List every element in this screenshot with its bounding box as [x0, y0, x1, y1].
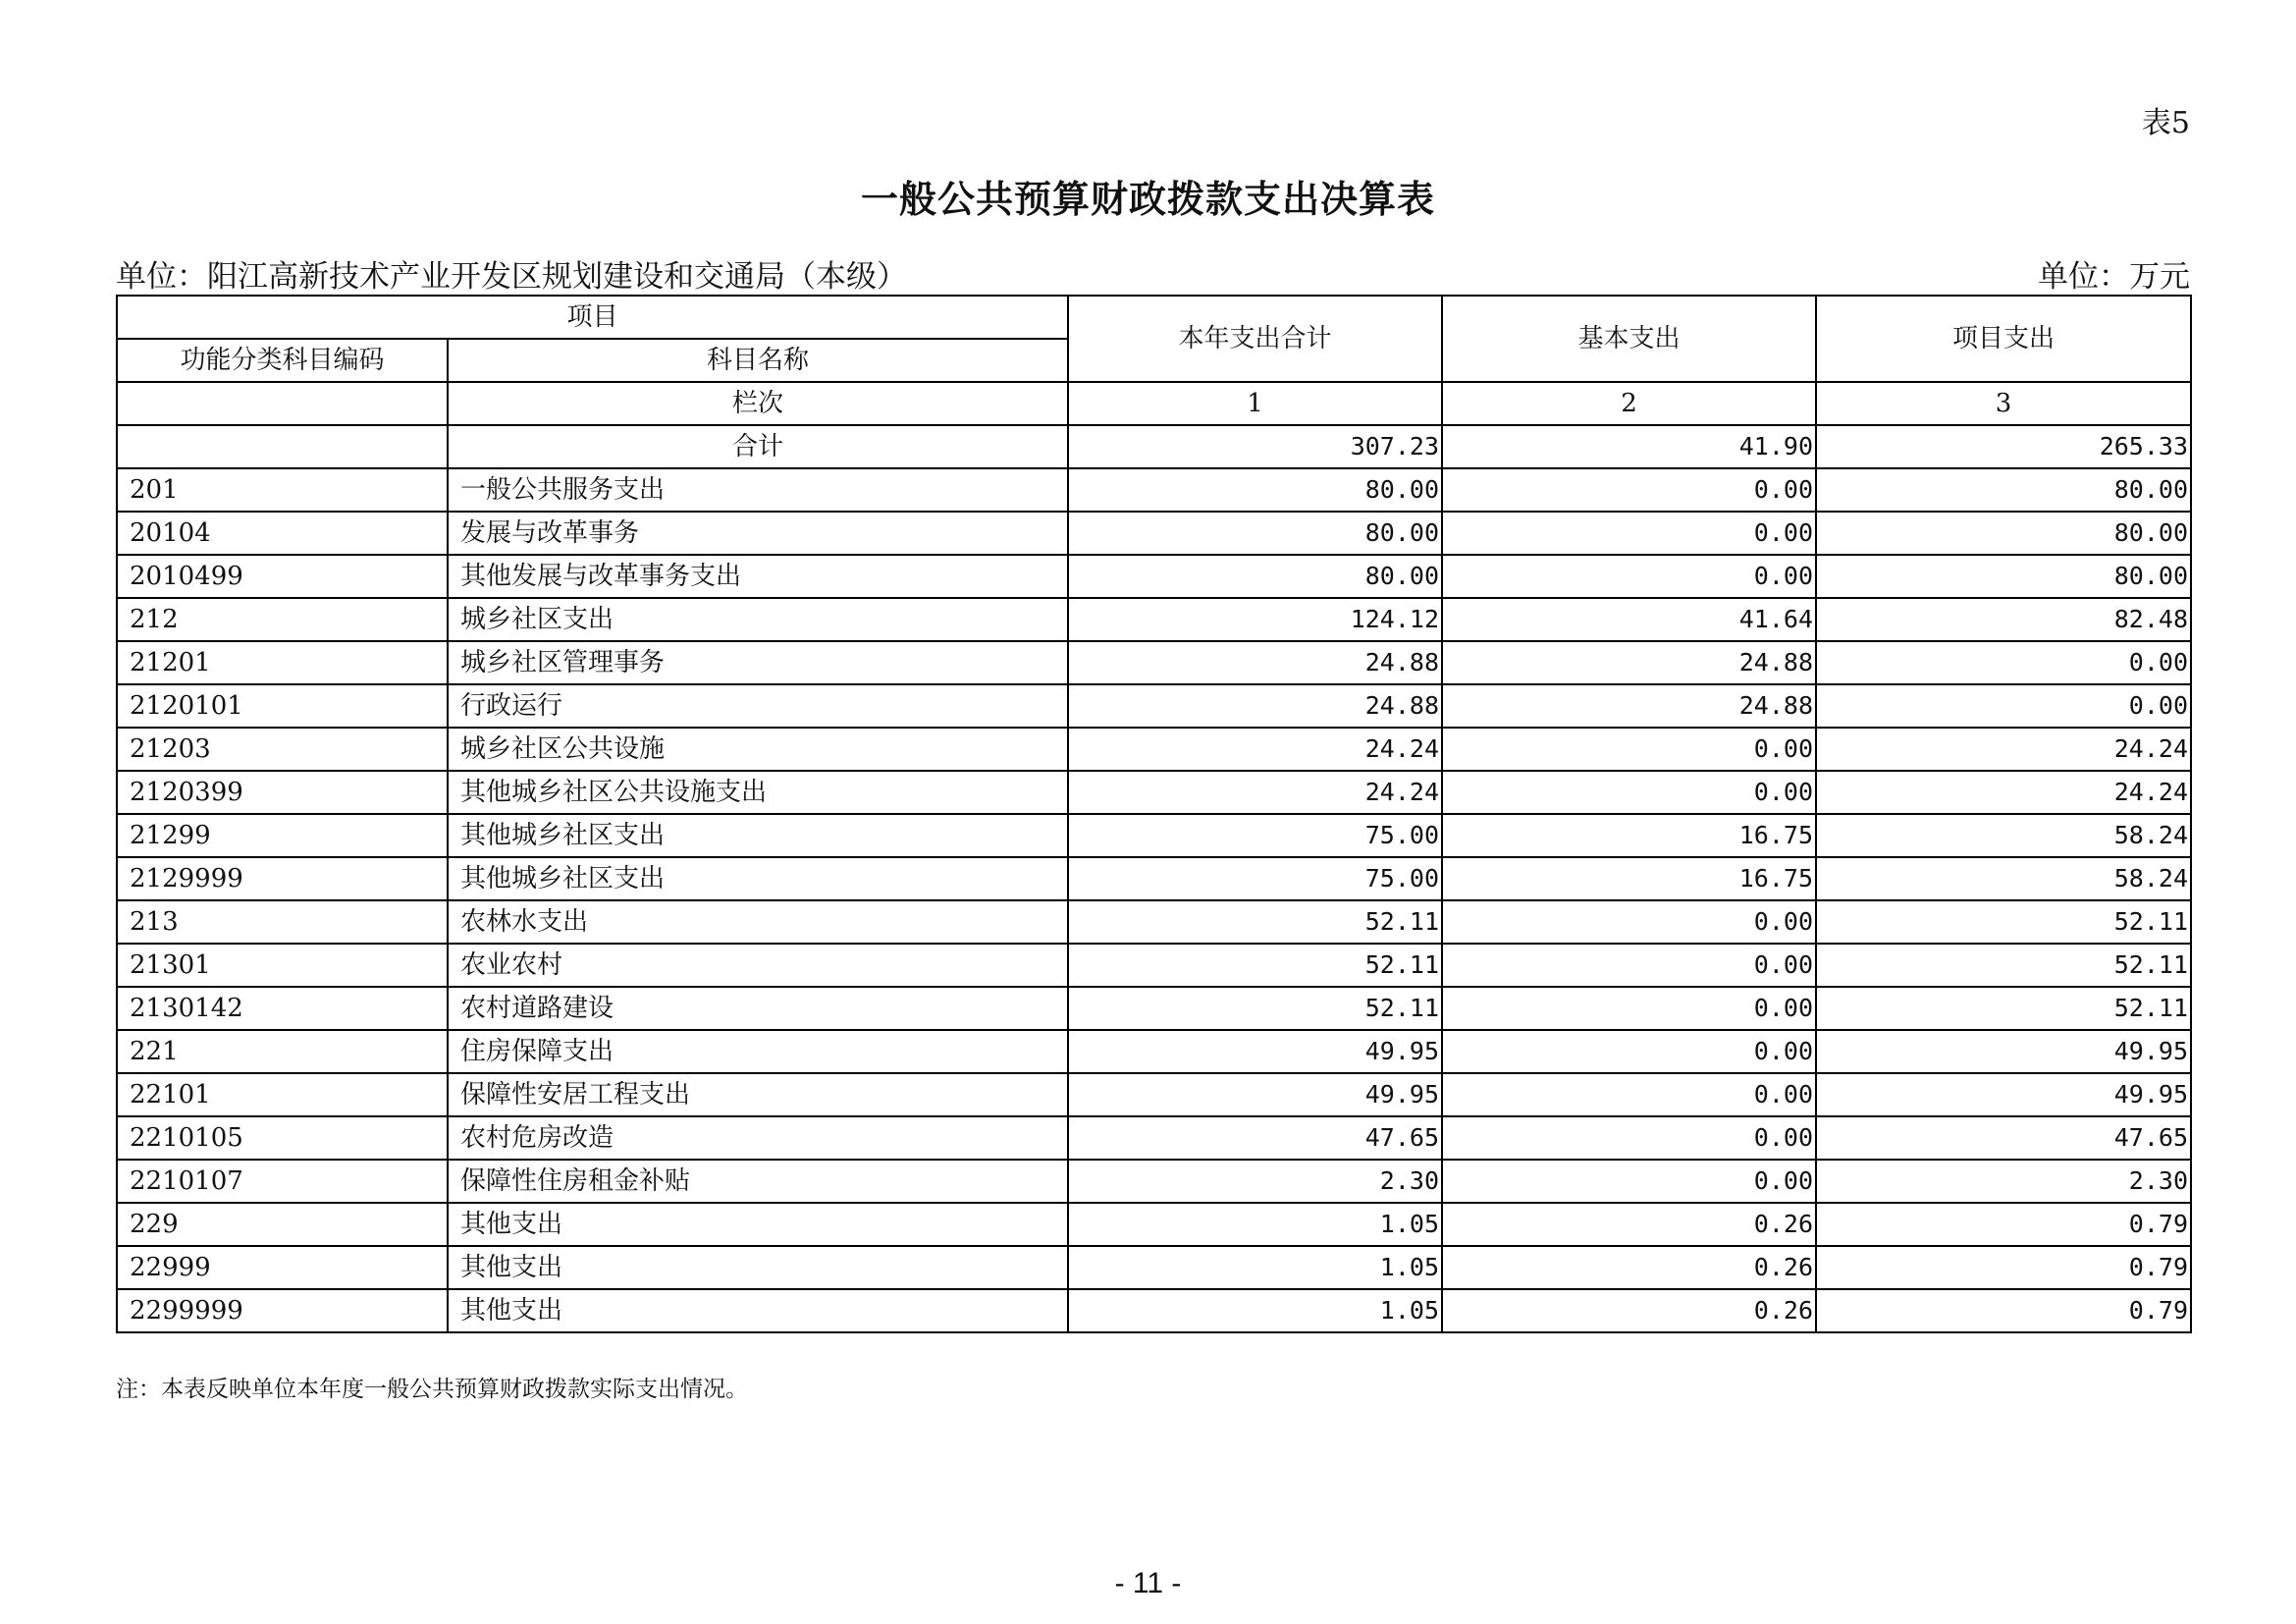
table-row	[117, 857, 2191, 900]
total-code-blank	[117, 425, 448, 468]
total-basic: 41.90	[1442, 425, 1816, 468]
total-amount: 307.23	[1068, 425, 1442, 468]
table-row	[117, 771, 2191, 814]
row-name: 其他支出	[448, 1289, 1068, 1332]
table-row	[117, 814, 2191, 857]
unit-organization: 单位：阳江高新技术产业开发区规划建设和交通局（本级）	[116, 259, 907, 295]
row-name: 农村道路建设	[448, 987, 1068, 1030]
column-index-2: 2	[1442, 382, 1816, 425]
row-code: 221	[117, 1030, 448, 1073]
row-name: 城乡社区支出	[448, 598, 1068, 641]
table-row	[117, 900, 2191, 944]
table-number: 表5	[2141, 106, 2190, 140]
row-basic: 0.00	[1442, 555, 1816, 598]
row-basic: 0.00	[1442, 771, 1816, 814]
page-number: - 11 -	[1114, 1567, 1182, 1599]
row-code: 2210105	[117, 1116, 448, 1160]
total-label: 合计	[448, 425, 1068, 468]
row-project: 82.48	[1816, 598, 2191, 641]
row-basic: 0.00	[1442, 1116, 1816, 1160]
row-basic: 16.75	[1442, 857, 1816, 900]
row-project: 49.95	[1816, 1073, 2191, 1116]
table-row	[117, 555, 2191, 598]
row-project: 58.24	[1816, 857, 2191, 900]
row-total: 80.00	[1068, 512, 1442, 555]
row-name: 其他城乡社区公共设施支出	[448, 771, 1068, 814]
row-total: 24.24	[1068, 728, 1442, 771]
row-project: 80.00	[1816, 555, 2191, 598]
row-basic: 0.00	[1442, 468, 1816, 512]
row-name: 其他支出	[448, 1246, 1068, 1289]
row-basic: 0.26	[1442, 1289, 1816, 1332]
row-total: 2.30	[1068, 1160, 1442, 1203]
row-total: 52.11	[1068, 944, 1442, 987]
row-project: 0.00	[1816, 684, 2191, 728]
row-basic: 0.00	[1442, 900, 1816, 944]
row-project: 80.00	[1816, 512, 2191, 555]
row-basic: 24.88	[1442, 684, 1816, 728]
row-name: 住房保障支出	[448, 1030, 1068, 1073]
header-code: 功能分类科目编码	[117, 339, 448, 382]
table-row	[117, 512, 2191, 555]
row-code: 21301	[117, 944, 448, 987]
row-code: 21299	[117, 814, 448, 857]
row-project: 52.11	[1816, 987, 2191, 1030]
header-total: 本年支出合计	[1068, 296, 1442, 382]
row-code: 2120101	[117, 684, 448, 728]
table-row	[117, 1289, 2191, 1332]
row-project: 52.11	[1816, 944, 2191, 987]
row-code: 229	[117, 1203, 448, 1246]
row-total: 24.88	[1068, 641, 1442, 684]
column-index-label: 栏次	[448, 382, 1068, 425]
table-row	[117, 1030, 2191, 1073]
row-name: 农业农村	[448, 944, 1068, 987]
table-row	[117, 944, 2191, 987]
row-name: 其他城乡社区支出	[448, 857, 1068, 900]
row-total: 24.24	[1068, 771, 1442, 814]
row-basic: 41.64	[1442, 598, 1816, 641]
row-basic: 16.75	[1442, 814, 1816, 857]
table-row	[117, 987, 2191, 1030]
row-code: 212	[117, 598, 448, 641]
header-project-expense: 项目支出	[1816, 296, 2191, 382]
row-code: 20104	[117, 512, 448, 555]
total-project: 265.33	[1816, 425, 2191, 468]
row-project: 49.95	[1816, 1030, 2191, 1073]
row-code: 2120399	[117, 771, 448, 814]
table-row	[117, 1160, 2191, 1203]
row-name: 农村危房改造	[448, 1116, 1068, 1160]
row-total: 124.12	[1068, 598, 1442, 641]
row-total: 1.05	[1068, 1289, 1442, 1332]
budget-table	[116, 295, 2192, 1333]
row-total: 75.00	[1068, 814, 1442, 857]
row-code: 2010499	[117, 555, 448, 598]
table-header	[117, 296, 2191, 468]
row-total: 80.00	[1068, 468, 1442, 512]
table-row	[117, 1073, 2191, 1116]
row-project: 24.24	[1816, 728, 2191, 771]
row-basic: 0.26	[1442, 1203, 1816, 1246]
page-title: 一般公共预算财政拨款支出决算表	[860, 177, 1435, 221]
table-body	[117, 468, 2191, 1332]
row-total: 52.11	[1068, 987, 1442, 1030]
row-code: 2130142	[117, 987, 448, 1030]
row-basic: 0.00	[1442, 1073, 1816, 1116]
row-total: 80.00	[1068, 555, 1442, 598]
row-project: 80.00	[1816, 468, 2191, 512]
table-row	[117, 641, 2191, 684]
table-row	[117, 468, 2191, 512]
row-basic: 24.88	[1442, 641, 1816, 684]
row-project: 58.24	[1816, 814, 2191, 857]
row-code: 213	[117, 900, 448, 944]
row-project: 2.30	[1816, 1160, 2191, 1203]
row-project: 47.65	[1816, 1116, 2191, 1160]
row-total: 1.05	[1068, 1203, 1442, 1246]
column-index-3: 3	[1816, 382, 2191, 425]
total-row	[117, 425, 2191, 468]
header-name: 科目名称	[448, 339, 1068, 382]
row-total: 49.95	[1068, 1073, 1442, 1116]
row-project: 24.24	[1816, 771, 2191, 814]
row-code: 21201	[117, 641, 448, 684]
row-name: 保障性住房租金补贴	[448, 1160, 1068, 1203]
row-code: 201	[117, 468, 448, 512]
row-name: 城乡社区管理事务	[448, 641, 1068, 684]
row-total: 1.05	[1068, 1246, 1442, 1289]
row-project: 52.11	[1816, 900, 2191, 944]
row-basic: 0.00	[1442, 512, 1816, 555]
row-total: 24.88	[1068, 684, 1442, 728]
row-name: 发展与改革事务	[448, 512, 1068, 555]
row-total: 75.00	[1068, 857, 1442, 900]
row-project: 0.79	[1816, 1289, 2191, 1332]
row-code: 2210107	[117, 1160, 448, 1203]
row-basic: 0.00	[1442, 1160, 1816, 1203]
row-name: 其他发展与改革事务支出	[448, 555, 1068, 598]
header-project: 项目	[117, 296, 1068, 339]
row-basic: 0.00	[1442, 1030, 1816, 1073]
row-total: 52.11	[1068, 900, 1442, 944]
table-row	[117, 1116, 2191, 1160]
row-code: 22999	[117, 1246, 448, 1289]
row-name: 其他支出	[448, 1203, 1068, 1246]
row-code: 2299999	[117, 1289, 448, 1332]
row-total: 47.65	[1068, 1116, 1442, 1160]
row-name: 保障性安居工程支出	[448, 1073, 1068, 1116]
row-project: 0.79	[1816, 1203, 2191, 1246]
row-name: 行政运行	[448, 684, 1068, 728]
row-code: 22101	[117, 1073, 448, 1116]
unit-currency: 单位：万元	[2038, 259, 2190, 295]
row-project: 0.00	[1816, 641, 2191, 684]
row-name: 城乡社区公共设施	[448, 728, 1068, 771]
table-row	[117, 1246, 2191, 1289]
table-row	[117, 1203, 2191, 1246]
row-code: 2129999	[117, 857, 448, 900]
row-basic: 0.00	[1442, 987, 1816, 1030]
row-total: 49.95	[1068, 1030, 1442, 1073]
table-row	[117, 684, 2191, 728]
row-basic: 0.26	[1442, 1246, 1816, 1289]
row-name: 其他城乡社区支出	[448, 814, 1068, 857]
table-row	[117, 728, 2191, 771]
column-index-blank	[117, 382, 448, 425]
table-row	[117, 598, 2191, 641]
row-name: 一般公共服务支出	[448, 468, 1068, 512]
row-basic: 0.00	[1442, 728, 1816, 771]
row-code: 21203	[117, 728, 448, 771]
row-name: 农林水支出	[448, 900, 1068, 944]
row-project: 0.79	[1816, 1246, 2191, 1289]
table-note: 注：本表反映单位本年度一般公共预算财政拨款实际支出情况。	[116, 1377, 748, 1402]
header-basic: 基本支出	[1442, 296, 1816, 382]
row-basic: 0.00	[1442, 944, 1816, 987]
column-index-1: 1	[1068, 382, 1442, 425]
